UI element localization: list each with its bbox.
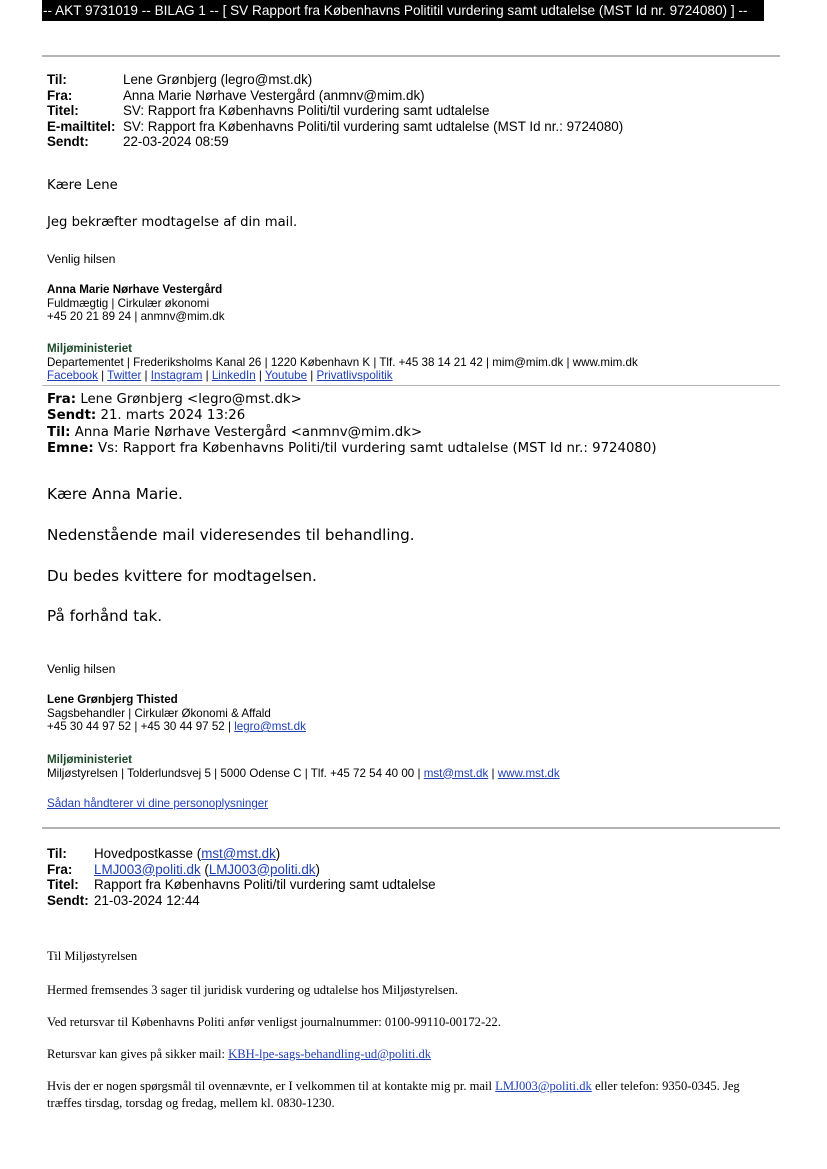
h2-to-value: Hovedpostkasse (mst@mst.dk) [94, 846, 281, 861]
h2-title-value: Rapport fra Københavns Politi/til vurdering samt udtalelse [94, 877, 436, 892]
h2-sent-label: Sendt: [47, 892, 89, 908]
reply-greeting: Kære Lene [47, 178, 118, 193]
fw-subject-value: Vs: Rapport fra Københavns Politi/til vurdering samt udtalelse (MST Id nr.: 9724080) [93, 440, 657, 456]
police-paragraph-4: Hvis der er nogen spørgsmål til ovennævnte, er I velkommen til at kontakte mig pr. mail LMJ003@politi.dk eller telefon: 9350-0345. Jeg træffes tirsdag, torsdag og fredag, mellem kl. 0830-1230. [47, 1079, 740, 1110]
to-label: Til: [47, 72, 67, 87]
fw-signature-name: Lene Grønbjerg Thisted [47, 693, 178, 706]
h2-from-email-link-1[interactable]: LMJ003@politi.dk [94, 861, 201, 877]
fw-org-address: Miljøstyrelsen | Tolderlundsvej 5 | 5000 Odense C | Tlf. +45 72 54 40 00 | mst@mst.dk | www.mst.dk [47, 766, 560, 780]
fw-subject-label: Emne: [47, 440, 94, 456]
fw-org-name: Miljøministeriet [47, 753, 133, 766]
h2-title-label: Titel: [47, 877, 79, 892]
youtube-link[interactable]: Youtube [264, 369, 308, 382]
reply-org [47, 342, 638, 383]
sent-label: Sendt: [47, 134, 89, 149]
forward-paragraph-2: Du bedes kvittere for modtagelsen. [47, 567, 317, 585]
mst-email-link[interactable]: mst@mst.dk [423, 766, 489, 780]
police-email-link[interactable]: LMJ003@politi.dk [495, 1079, 592, 1093]
signature-contact: +45 20 21 89 24 | anmnv@mim.dk [47, 310, 225, 323]
email-header-2 [47, 846, 436, 908]
org-address: Departementet | Frederiksholms Kanal 26 | 1220 København K | Tlf. +45 38 14 21 42 | mim@mim.dk | www.mim.dk [47, 355, 638, 369]
h2-from-label: Fra: [47, 861, 73, 877]
privacy-link[interactable]: Sådan håndterer vi dine personoplysninger [47, 797, 269, 810]
title-label: Titel: [47, 103, 79, 118]
secure-mail-link[interactable]: KBH-lpe-sags-behandling-ud@politi.dk [228, 1047, 432, 1061]
privacy-policy-link[interactable]: Privatlivspolitik [316, 369, 393, 382]
linkedin-link[interactable]: LinkedIn [211, 369, 256, 382]
forward-signature [47, 693, 306, 734]
fw-signature-contact: +45 30 44 97 52 | +45 30 44 97 52 | legro@mst.dk [47, 720, 306, 733]
reply-closing: Venlig hilsen [47, 252, 116, 266]
police-paragraph-3: Retursvar kan gives på sikker mail: KBH-lpe-sags-behandling-ud@politi.dk [47, 1047, 432, 1061]
signature-title: Fuldmægtig | Cirkulær økonomi [47, 296, 210, 310]
forward-greeting: Kære Anna Marie. [47, 485, 183, 503]
title-value: SV: Rapport fra Københavns Politi/til vurdering samt udtalelse [123, 103, 490, 118]
forward-closing: Venlig hilsen [47, 662, 116, 676]
fw-to-value: Anna Marie Nørhave Vestergård <anmnv@mim.dk> [70, 424, 423, 440]
reply-signature [47, 283, 225, 324]
org-name: Miljøministeriet [47, 342, 133, 355]
police-paragraph-2: Ved retursvar til Københavns Politi anfør venligst journalnummer: 0100-99110-00172-22. [47, 1015, 501, 1029]
signature-name: Anna Marie Nørhave Vestergård [47, 283, 223, 296]
forward-header [47, 392, 657, 457]
divider-top [42, 55, 780, 57]
from-value: Anna Marie Nørhave Vestergård (anmnv@mim.dk) [123, 87, 425, 103]
mst-website-link[interactable]: www.mst.dk [497, 766, 560, 780]
fw-signature-title: Sagsbehandler | Cirkulær Økonomi & Affald [47, 706, 271, 720]
police-paragraph-1: Hermed fremsendes 3 sager til juridisk vurdering og udtalelse hos Miljøstyrelsen. [47, 983, 458, 997]
forward-paragraph-1: Nedenstående mail videresendes til behandling. [47, 526, 415, 544]
h2-to-label: Til: [47, 846, 67, 861]
forward-paragraph-3: På forhånd tak. [47, 607, 163, 625]
reply-body: Jeg bekræfter modtagelse af din mail. [47, 215, 298, 230]
forward-org [47, 753, 560, 780]
sent-value: 22-03-2024 08:59 [123, 134, 229, 149]
fw-from-value: Lene Grønbjerg <legro@mst.dk> [76, 392, 302, 407]
fw-from-label: Fra: [47, 392, 77, 407]
h2-to-email-link[interactable]: mst@mst.dk [201, 846, 276, 861]
fw-sent-label: Sendt: [47, 408, 97, 424]
fw-to-label: Til: [47, 424, 71, 440]
email-header-1 [47, 72, 623, 150]
social-links: Facebook | Twitter | Instagram | LinkedIn | Youtube | Privatlivspolitik [47, 369, 393, 382]
h2-sent-value: 21-03-2024 12:44 [94, 892, 200, 908]
h2-from-value: LMJ003@politi.dk (LMJ003@politi.dk) [94, 861, 320, 877]
facebook-link[interactable]: Facebook [47, 369, 98, 382]
to-value: Lene Grønbjerg (legro@mst.dk) [123, 72, 313, 87]
instagram-link[interactable]: Instagram [150, 369, 203, 382]
twitter-link[interactable]: Twitter [107, 369, 142, 382]
fw-signature-email-link[interactable]: legro@mst.dk [234, 720, 306, 733]
h2-from-email-link-2[interactable]: LMJ003@politi.dk [208, 861, 316, 877]
from-label: Fra: [47, 87, 73, 103]
email-title-label: E-mailtitel: [47, 118, 116, 134]
fw-sent-value: 21. marts 2024 13:26 [96, 408, 246, 424]
email-title-value: SV: Rapport fra Københavns Politi/til vurdering samt udtalelse (MST Id nr.: 9724080) [123, 118, 624, 134]
document-banner: -- AKT 9731019 -- BILAG 1 -- [ SV Rapport fra Københavns Polititil vurdering samt udtalelse (MST Id nr. 9724080) ] -- [42, 0, 764, 21]
divider-header-2 [42, 827, 780, 829]
police-greeting: Til Miljøstyrelsen [47, 949, 138, 963]
divider-forward [42, 385, 780, 386]
